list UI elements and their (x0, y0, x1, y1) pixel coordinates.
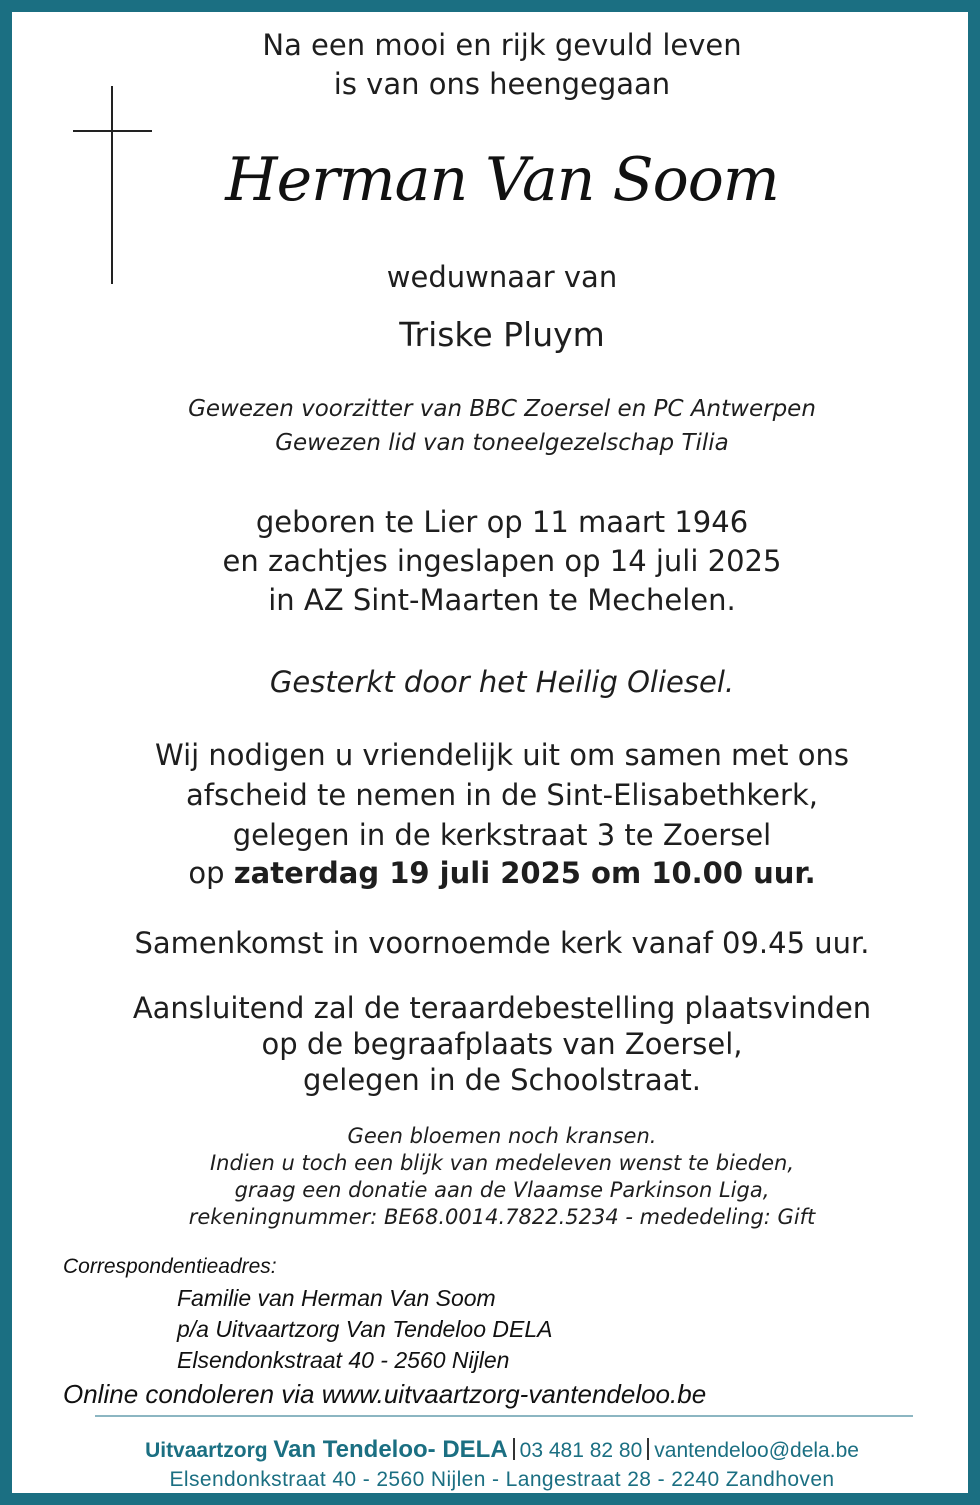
invitation-line-3: gelegen in de kerkstraat 3 te Zoersel (232, 818, 772, 852)
footer-brand-name: Van Tendeloo- DELA (273, 1436, 508, 1463)
footer-email[interactable]: vantendeloo@dela.be (654, 1439, 859, 1462)
sacrament-line: Gesterkt door het Heilig Oliesel. (269, 665, 735, 699)
role-line-2: Gewezen lid van toneelgezelschap Tilia (275, 430, 729, 456)
death-line: en zachtjes ingeslapen op 14 juli 2025 (222, 544, 782, 578)
flowers-line-4: rekeningnummer: BE68.0014.7822.5234 - mededeling: Gift (188, 1205, 816, 1229)
deceased-name: Herman Van Soom (225, 145, 779, 215)
birth-line: geboren te Lier op 11 maart 1946 (255, 505, 749, 539)
burial-line-3: gelegen in de Schoolstraat. (303, 1063, 701, 1097)
footer-contact (12, 1436, 980, 1464)
correspondence-line-2: p/a Uitvaartzorg Van Tendeloo DELA (177, 1316, 553, 1342)
relation-text: weduwnaar van (386, 260, 618, 294)
burial-line-1: Aansluitend zal de teraardebestelling plaatsvinden (132, 991, 872, 1025)
correspondence-label: Correspondentieadres: (63, 1255, 277, 1278)
intro-line-1: Na een mooi en rijk gevuld leven (262, 28, 742, 62)
footer-addresses: Elsendonkstraat 40 - 2560 Nijlen - Langestraat 28 - 2240 Zandhoven (169, 1468, 835, 1491)
burial-line-2: op de begraafplaats van Zoersel, (261, 1027, 743, 1061)
footer-separator (647, 1438, 649, 1460)
cross-horizontal-bar (73, 130, 152, 132)
role-line-1: Gewezen voorzitter van BBC Zoersel en PC Antwerpen (188, 396, 816, 422)
footer-separator (513, 1438, 515, 1460)
footer-phone[interactable]: 03 481 82 80 (519, 1439, 643, 1462)
invitation-date: zaterdag 19 juli 2025 om 10.00 uur. (233, 856, 816, 890)
invitation-line-1: Wij nodigen u vriendelijk uit om samen met ons (155, 738, 849, 772)
invitation-line-4 (12, 856, 980, 891)
intro-line-2: is van ons heengegaan (333, 67, 671, 101)
footer-brand-prefix: Uitvaartzorg (145, 1439, 274, 1462)
flowers-line-3: graag een donatie aan de Vlaamse Parkinson Liga, (234, 1178, 770, 1202)
flowers-line-1: Geen bloemen noch kransen. (347, 1124, 657, 1148)
invitation-line-2: afscheid te nemen in de Sint-Elisabethkerk, (186, 778, 818, 812)
death-place-line: in AZ Sint-Maarten te Mechelen. (268, 583, 736, 617)
invitation-date-prefix: op (188, 856, 234, 890)
footer-divider (95, 1415, 913, 1417)
online-condolence-link[interactable]: Online condoleren via www.uitvaartzorg-vantendeloo.be (63, 1379, 707, 1409)
correspondence-line-1: Familie van Herman Van Soom (177, 1285, 496, 1311)
gathering-line: Samenkomst in voornoemde kerk vanaf 09.45 uur. (134, 926, 870, 960)
correspondence-line-3: Elsendonkstraat 40 - 2560 Nijlen (177, 1347, 510, 1373)
spouse-name: Triske Pluym (399, 315, 605, 354)
flowers-line-2: Indien u toch een blijk van medeleven wenst te bieden, (209, 1151, 795, 1175)
